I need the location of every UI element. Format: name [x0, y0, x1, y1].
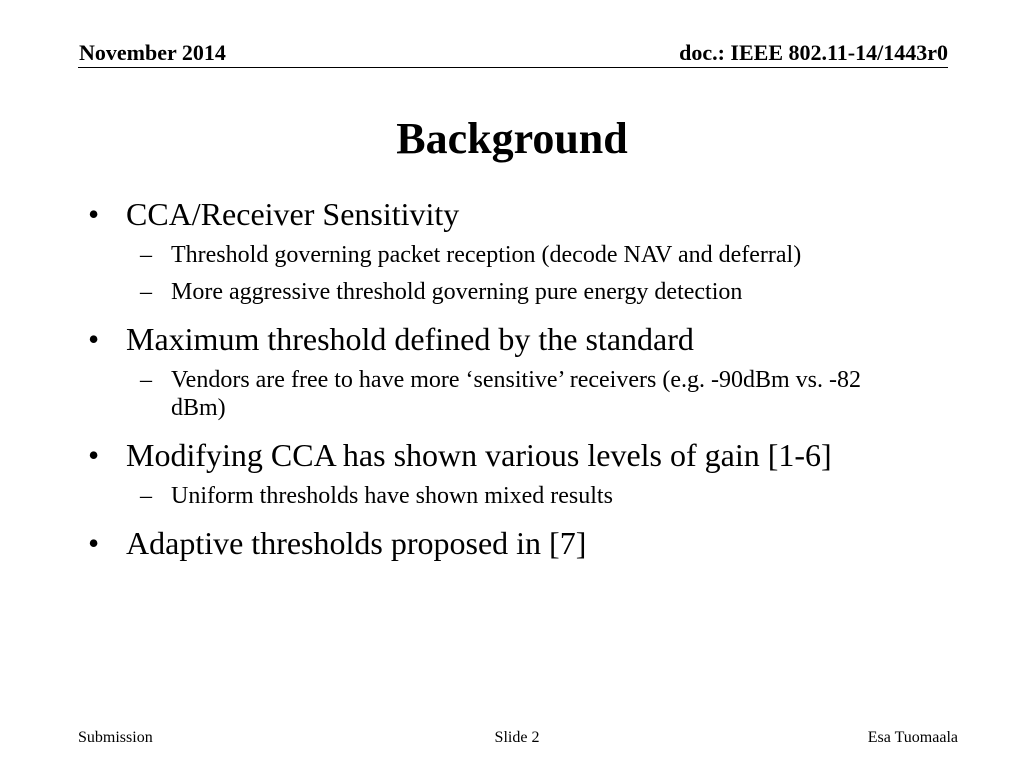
bullet-marker: •	[88, 525, 100, 561]
bullet-text: Adaptive thresholds proposed in [7]	[126, 525, 587, 561]
sub-bullet-item	[88, 482, 938, 510]
sub-bullet-item	[88, 278, 938, 306]
header-doc-id: doc.: IEEE 802.11-14/1443r0	[679, 40, 948, 65]
bullet-text: Modifying CCA has shown various levels of gain [1-6]	[126, 437, 832, 473]
sub-bullet-item	[88, 241, 938, 269]
bullet-item	[88, 436, 938, 474]
bullet-marker: •	[88, 437, 100, 473]
footer-slide-number: Slide 2	[494, 729, 540, 746]
bullet-text: CCA/Receiver Sensitivity	[126, 196, 460, 232]
header-date: November 2014	[79, 40, 226, 65]
bullet-marker: •	[88, 196, 100, 232]
sub-bullet-marker: –	[140, 367, 152, 393]
sub-bullet-text: Uniform thresholds have shown mixed results	[171, 483, 613, 509]
sub-bullet-text: Vendors are free to have more ‘sensitive’ receivers (e.g. -90dBm vs. -82 dBm)	[171, 367, 861, 421]
footer-submission: Submission	[78, 729, 153, 746]
sub-bullet-text: Threshold governing packet reception (decode NAV and deferral)	[171, 242, 802, 268]
sub-bullet-item	[88, 366, 938, 422]
sub-bullet-text: More aggressive threshold governing pure energy detection	[171, 279, 743, 305]
bullet-text: Maximum threshold defined by the standard	[126, 321, 694, 357]
slide-title: Background	[396, 114, 628, 163]
bullet-item	[88, 524, 938, 562]
slide-content	[88, 195, 938, 570]
sub-bullet-marker: –	[140, 242, 152, 268]
footer-author: Esa Tuomaala	[867, 729, 958, 746]
sub-bullet-marker: –	[140, 279, 152, 305]
sub-bullet-marker: –	[140, 483, 152, 509]
bullet-marker: •	[88, 321, 100, 357]
bullet-item	[88, 320, 938, 358]
bullet-item	[88, 195, 938, 233]
header-divider	[78, 67, 948, 68]
